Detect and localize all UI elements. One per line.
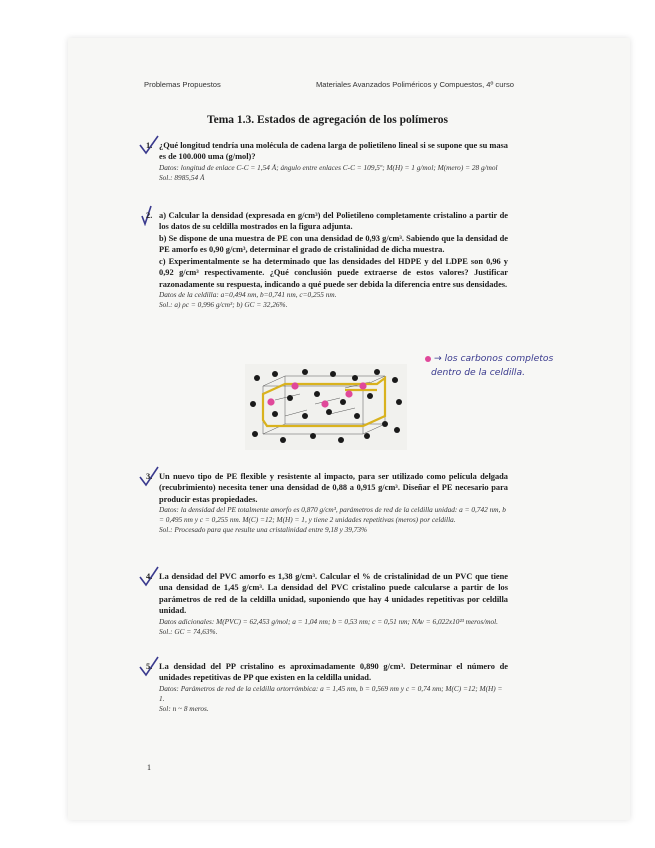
problem-number: 2.: [146, 211, 153, 220]
header-left: Problemas Propuestos: [144, 80, 221, 89]
problem-data: Datos de la celdilla: a=0,494 nm, b=0,741 nm, c=0,255 nm.: [159, 289, 337, 299]
problem-solution: Sol.: GC = 74,63%.: [159, 626, 218, 636]
problem-data: Datos: la densidad del PE totalmente amorfo es 0,870 g/cm³, parámetros de red de la celdilla unidad: a = 0,742 nm, b = 0,495 nm y c = 0,255 nm. M(C) =12; M(H) = 1, y tiene 2 unidades repetitivas (meros) por celdilla.: [159, 505, 506, 525]
handwritten-note: [425, 352, 605, 380]
problem-text: La densidad del PP cristalino es aproximadamente 0,890 g/cm³. Determinar el número de unidades repetitivas de PP que existen en la celdilla unidad.: [159, 662, 508, 683]
problem-text: La densidad del PVC amorfo es 1,38 g/cm³. Calcular el % de cristalinidad de un PVC que tiene una densidad de 1,45 g/cm³. La densidad del PVC cristalino puede calcularse a partir de los parámetros de red de la celdilla unidad, suponiendo que hay 4 unidades repetitivas por celdilla unidad.: [159, 572, 508, 616]
handwritten-text-1: → los carbonos completos: [434, 353, 554, 364]
handwritten-text-2: dentro de la celdilla.: [431, 366, 526, 378]
page-header: [144, 80, 514, 94]
problem-number: 5.: [146, 662, 153, 671]
problem-number: 4.: [146, 572, 153, 581]
unit-cell-diagram: [245, 364, 407, 450]
problem-data: Datos adicionales: M(PVC) = 62,453 g/mol; a = 1,04 nm; b = 0,53 nm; c = 0,51 nm; NAv = 6,022x10²³ meros/mol.: [159, 616, 499, 626]
problem-number: 1.: [146, 141, 153, 150]
unit-cell-figure: [245, 364, 407, 450]
problem-1: [146, 140, 508, 183]
problem-number: 3.: [146, 472, 153, 481]
problem-text-c: c) Experimentalmente se ha determinado que las densidades del HDPE y del LDPE son 0,96 y 0,92 g/cm³ respectivamente. ¿Qué conclusión puede extraerse de estos valores? Justificar razonadamente su respuesta, indicando a qué puede ser debida la diferencia entre sus densidades.: [159, 256, 508, 289]
problem-4: [146, 571, 508, 637]
problem-text: ¿Qué longitud tendría una molécula de cadena larga de polietileno lineal si se supone que su masa es de 100.000 uma (g/mol)?: [159, 141, 508, 162]
problem-solution: Sol.: 8985,54 Å: [159, 172, 205, 182]
problem-text-a: a) Calcular la densidad (expresada en g/cm³) del Polietileno completamente cristalino a partir de los datos de su celdilla mostrados en la figura adjunta.: [159, 211, 508, 232]
problem-2: [146, 210, 508, 310]
problem-data: Datos: Parámetros de red de la celdilla ortorrómbica: a = 1,45 nm, b = 0,569 nm y c = 0,74 nm; M(C) =12; M(H) = 1.: [159, 683, 503, 703]
header-right: Materiales Avanzados Poliméricos y Compuestos, 4º curso: [315, 80, 514, 89]
problem-5: [146, 661, 508, 714]
problem-text: Un nuevo tipo de PE flexible y resistente al impacto, para ser utilizado como película delgada (recubrimiento) necesita tener una densidad de 0,88 a 0,915 g/cm³. Diseñar el PE necesario para producir estas propiedades.: [159, 472, 508, 504]
handwritten-line-1: [425, 352, 605, 366]
pink-dot-icon: [425, 356, 431, 362]
problem-text-b: b) Se dispone de una muestra de PE con una densidad de 0,93 g/cm³. Sabiendo que la densidad de PE amorfo es 0,90 g/cm³, determinar el grado de cristalinidad de dicha muestra.: [159, 233, 508, 255]
problem-solution: Sol.: Procesado para que resulte una cristalinidad entre 9,18 y 39,73%: [159, 525, 368, 535]
page-title: Tema 1.3. Estados de agregación de los polímeros: [207, 114, 448, 126]
problem-data: Datos: longitud de enlace C-C = 1,54 Å; ángulo entre enlaces C-C = 109,5º; M(H) = 1 g/mol; M(mero) = 28 g/mol: [159, 162, 498, 172]
problem-solution: Sol.: a) ρc = 0,996 g/cm³; b) GC = 32,26%.: [159, 300, 288, 310]
problem-3: [146, 471, 508, 535]
page-number: 1: [147, 763, 151, 772]
problem-solution: Sol: n ~ 8 meros.: [159, 703, 209, 713]
